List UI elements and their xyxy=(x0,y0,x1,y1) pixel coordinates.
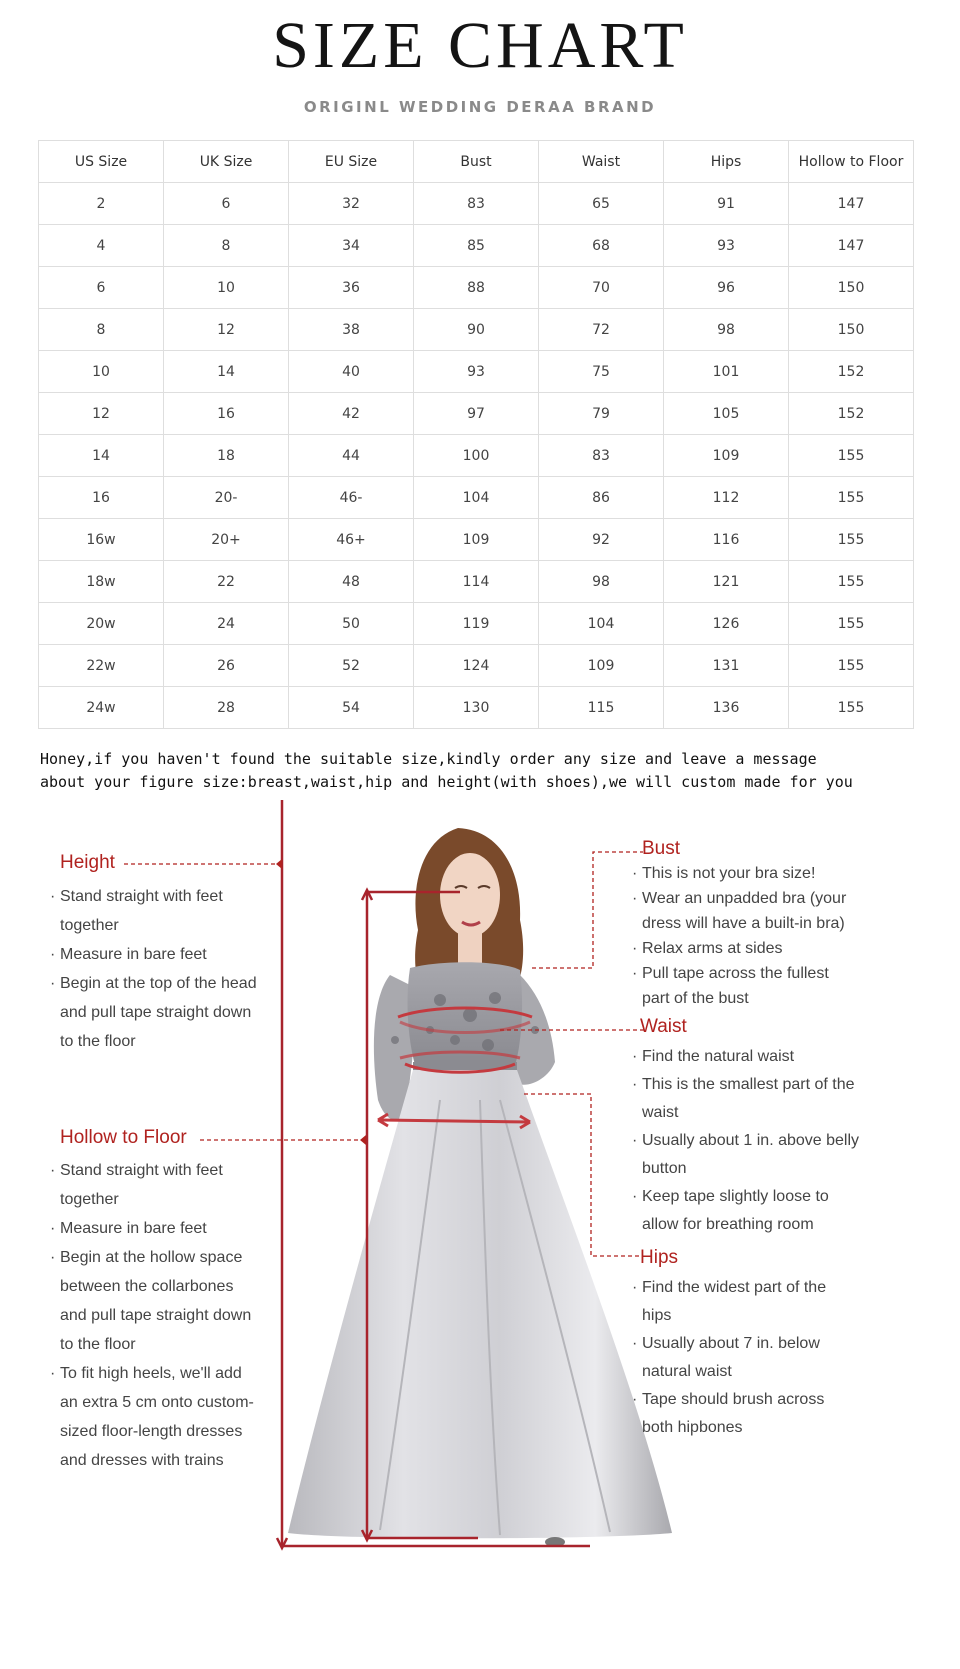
table-cell: 96 xyxy=(664,267,789,309)
table-cell: 22w xyxy=(39,645,164,687)
table-cell: 83 xyxy=(414,183,539,225)
table-cell: 93 xyxy=(414,351,539,393)
table-row xyxy=(39,225,914,267)
table-row xyxy=(39,309,914,351)
table-cell: 2 xyxy=(39,183,164,225)
list-item: · Find the widest part of the hips xyxy=(632,1274,832,1330)
table-cell: 155 xyxy=(789,645,914,687)
table-row xyxy=(39,393,914,435)
table-cell: 115 xyxy=(539,687,664,729)
table-cell: 90 xyxy=(414,309,539,351)
table-cell: 12 xyxy=(39,393,164,435)
table-cell: 155 xyxy=(789,435,914,477)
table-cell: 155 xyxy=(789,603,914,645)
table-cell: 6 xyxy=(39,267,164,309)
hollow-title: Hollow to Floor xyxy=(60,1127,187,1148)
table-cell: 32 xyxy=(289,183,414,225)
list-item: · To fit high heels, we'll add an extra 5 cm onto custom-sized floor-length dresses and dresses with trains xyxy=(50,1359,260,1475)
table-cell: 92 xyxy=(539,519,664,561)
table-row xyxy=(39,351,914,393)
table-cell: 105 xyxy=(664,393,789,435)
list-item: · Measure in bare feet xyxy=(50,940,264,969)
table-cell: 109 xyxy=(414,519,539,561)
table-cell: 46+ xyxy=(289,519,414,561)
table-cell: 42 xyxy=(289,393,414,435)
table-row xyxy=(39,519,914,561)
table-cell: 98 xyxy=(539,561,664,603)
list-item: · Find the natural waist xyxy=(632,1043,868,1071)
table-cell: 20+ xyxy=(164,519,289,561)
hips-measure-line xyxy=(378,1120,530,1122)
table-cell: 16 xyxy=(164,393,289,435)
table-cell: 24w xyxy=(39,687,164,729)
table-cell: 48 xyxy=(289,561,414,603)
brand-subtitle: ORIGINL WEDDING DERAA BRAND xyxy=(303,98,657,116)
table-cell: 97 xyxy=(414,393,539,435)
hips-title: Hips xyxy=(640,1247,679,1268)
column-header: UK Size xyxy=(164,141,289,183)
list-item: · Pull tape across the fullest part of the bust xyxy=(632,961,847,1011)
table-cell: 116 xyxy=(664,519,789,561)
table-cell: 155 xyxy=(789,687,914,729)
table-cell: 91 xyxy=(664,183,789,225)
table-cell: 4 xyxy=(39,225,164,267)
table-cell: 85 xyxy=(414,225,539,267)
table-cell: 98 xyxy=(664,309,789,351)
table-cell: 8 xyxy=(164,225,289,267)
table-cell: 75 xyxy=(539,351,664,393)
table-cell: 150 xyxy=(789,309,914,351)
table-cell: 121 xyxy=(664,561,789,603)
note-line-2: about your figure size:breast,waist,hip and height(with shoes),we will custom made for you xyxy=(40,773,853,791)
hollow-bullets xyxy=(50,1156,260,1475)
list-item: · Begin at the hollow space between the collarbones and pull tape straight down to the floor xyxy=(50,1243,260,1359)
table-row xyxy=(39,645,914,687)
table-row xyxy=(39,477,914,519)
table-cell: 16w xyxy=(39,519,164,561)
table-cell: 44 xyxy=(289,435,414,477)
table-cell: 18w xyxy=(39,561,164,603)
bust-title: Bust xyxy=(642,838,681,859)
table-cell: 100 xyxy=(414,435,539,477)
table-cell: 34 xyxy=(289,225,414,267)
table-cell: 136 xyxy=(664,687,789,729)
note-line-1: Honey,if you haven't found the suitable size,kindly order any size and leave a message xyxy=(40,750,817,768)
table-cell: 8 xyxy=(39,309,164,351)
table-cell: 104 xyxy=(539,603,664,645)
table-cell: 72 xyxy=(539,309,664,351)
table-cell: 131 xyxy=(664,645,789,687)
table-cell: 86 xyxy=(539,477,664,519)
list-item: · Tape should brush across both hipbones xyxy=(632,1386,832,1442)
table-cell: 88 xyxy=(414,267,539,309)
measurement-guide xyxy=(0,800,960,1669)
list-item: · Keep tape slightly loose to allow for breathing room xyxy=(632,1183,868,1239)
column-header: Bust xyxy=(414,141,539,183)
list-item: · Begin at the top of the head and pull tape straight down to the floor xyxy=(50,969,264,1056)
table-row xyxy=(39,687,914,729)
waist-title: Waist xyxy=(640,1016,687,1037)
table-cell: 20- xyxy=(164,477,289,519)
table-cell: 54 xyxy=(289,687,414,729)
table-cell: 155 xyxy=(789,519,914,561)
table-row xyxy=(39,561,914,603)
table-cell: 155 xyxy=(789,477,914,519)
table-cell: 83 xyxy=(539,435,664,477)
table-cell: 68 xyxy=(539,225,664,267)
table-cell: 50 xyxy=(289,603,414,645)
column-header: EU Size xyxy=(289,141,414,183)
list-item: · This is not your bra size! xyxy=(632,861,847,886)
table-cell: 40 xyxy=(289,351,414,393)
model-skirt xyxy=(288,1070,672,1538)
table-cell: 52 xyxy=(289,645,414,687)
table-body xyxy=(39,183,914,729)
table-cell: 24 xyxy=(164,603,289,645)
table-cell: 38 xyxy=(289,309,414,351)
table-cell: 130 xyxy=(414,687,539,729)
table-cell: 101 xyxy=(664,351,789,393)
list-item: · Wear an unpadded bra (your dress will have a built-in bra) xyxy=(632,886,847,936)
table-cell: 36 xyxy=(289,267,414,309)
list-item: · Stand straight with feet together xyxy=(50,1156,260,1214)
column-header: Hips xyxy=(664,141,789,183)
table-cell: 114 xyxy=(414,561,539,603)
table-cell: 152 xyxy=(789,351,914,393)
table-cell: 112 xyxy=(664,477,789,519)
table-cell: 126 xyxy=(664,603,789,645)
bust-bullets xyxy=(632,861,847,1011)
table-cell: 104 xyxy=(414,477,539,519)
table-cell: 18 xyxy=(164,435,289,477)
custom-size-note xyxy=(40,748,920,794)
table-cell: 152 xyxy=(789,393,914,435)
list-item: · Usually about 1 in. above belly button xyxy=(632,1127,868,1183)
table-cell: 150 xyxy=(789,267,914,309)
size-chart-table xyxy=(38,140,914,729)
table-cell: 10 xyxy=(39,351,164,393)
table-cell: 14 xyxy=(39,435,164,477)
table-cell: 28 xyxy=(164,687,289,729)
table-cell: 147 xyxy=(789,225,914,267)
height-title: Height xyxy=(60,852,115,873)
table-cell: 109 xyxy=(664,435,789,477)
list-item: · Relax arms at sides xyxy=(632,936,847,961)
table-cell: 22 xyxy=(164,561,289,603)
table-cell: 109 xyxy=(539,645,664,687)
list-item: · Usually about 7 in. below natural waist xyxy=(632,1330,832,1386)
table-row xyxy=(39,603,914,645)
table-cell: 16 xyxy=(39,477,164,519)
list-item: · Measure in bare feet xyxy=(50,1214,260,1243)
hips-bullets xyxy=(632,1274,832,1442)
table-cell: 70 xyxy=(539,267,664,309)
table-cell: 26 xyxy=(164,645,289,687)
table-cell: 79 xyxy=(539,393,664,435)
column-header: Hollow to Floor xyxy=(789,141,914,183)
table-row xyxy=(39,267,914,309)
table-cell: 147 xyxy=(789,183,914,225)
column-header: Waist xyxy=(539,141,664,183)
table-cell: 10 xyxy=(164,267,289,309)
table-cell: 6 xyxy=(164,183,289,225)
table-cell: 155 xyxy=(789,561,914,603)
table-header-row xyxy=(39,141,914,183)
table-row xyxy=(39,183,914,225)
table-row xyxy=(39,435,914,477)
table-cell: 20w xyxy=(39,603,164,645)
table-cell: 93 xyxy=(664,225,789,267)
table-cell: 124 xyxy=(414,645,539,687)
table-cell: 14 xyxy=(164,351,289,393)
column-header: US Size xyxy=(39,141,164,183)
page-title: SIZE CHART xyxy=(272,9,688,82)
height-bullets xyxy=(50,882,264,1056)
table-cell: 119 xyxy=(414,603,539,645)
list-item: · Stand straight with feet together xyxy=(50,882,264,940)
table-cell: 12 xyxy=(164,309,289,351)
waist-bullets xyxy=(632,1043,868,1239)
table-cell: 65 xyxy=(539,183,664,225)
list-item: · This is the smallest part of the waist xyxy=(632,1071,868,1127)
table-cell: 46- xyxy=(289,477,414,519)
